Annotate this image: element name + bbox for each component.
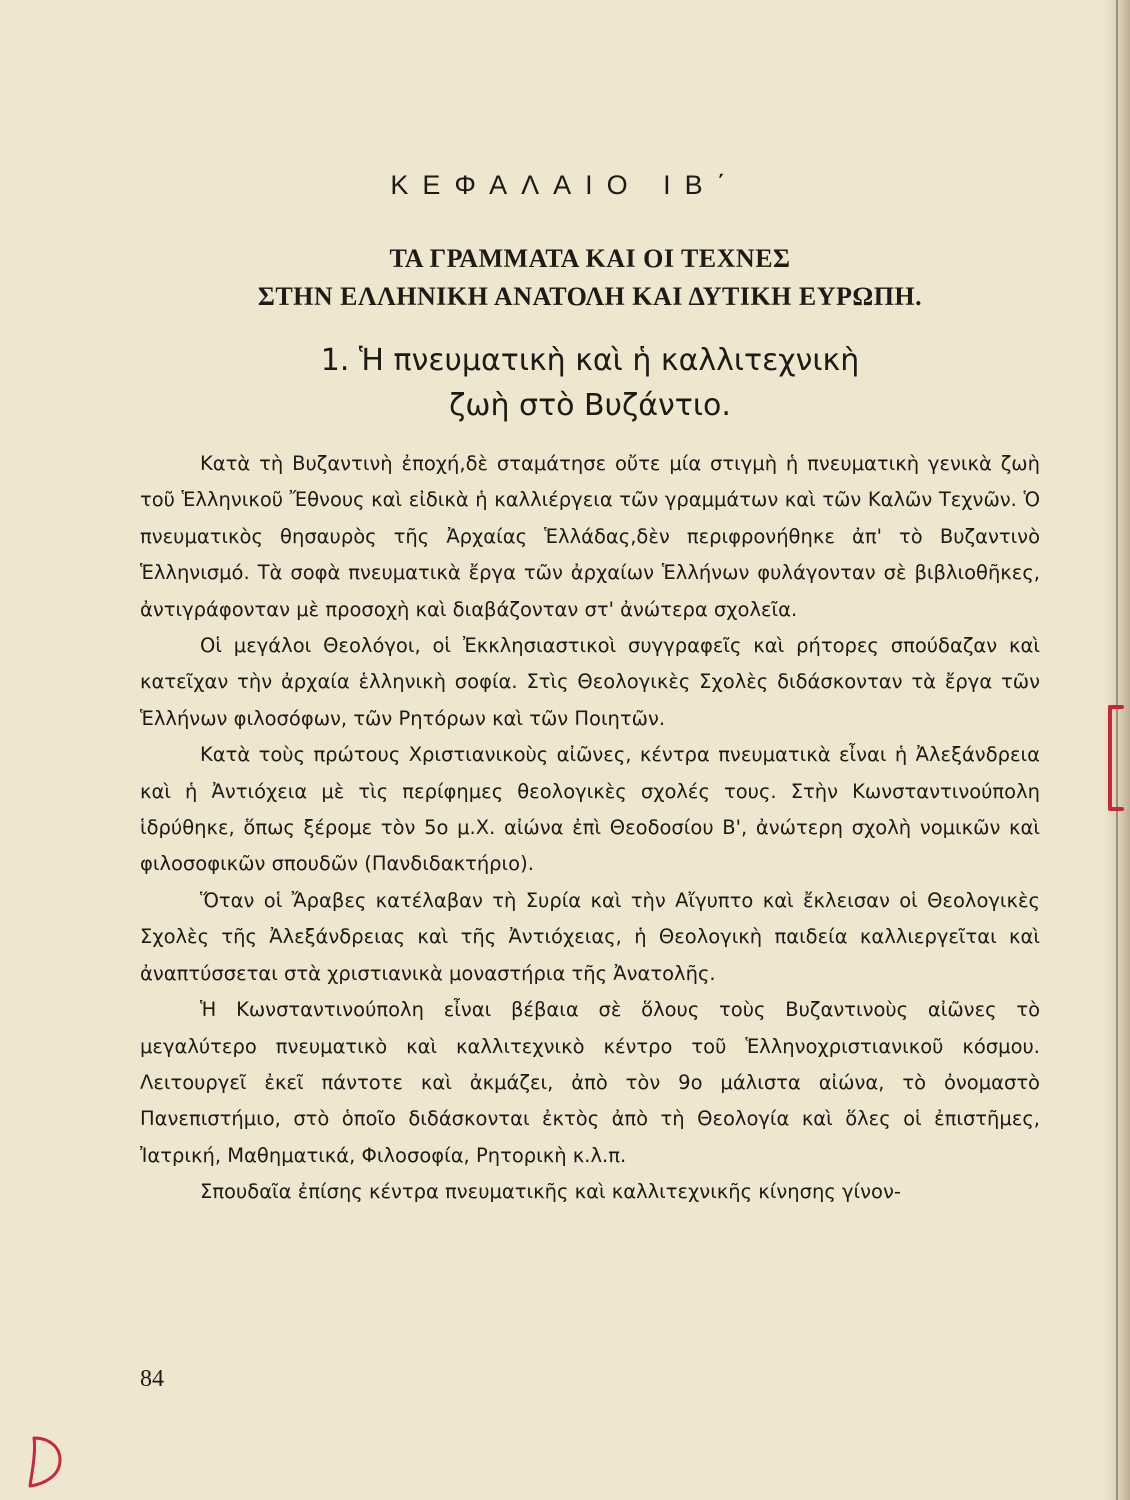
paragraph: Κατὰ τὴ Βυζαντινὴ ἐποχή,δὲ σταμάτησε οὔτε μία στιγμὴ ἡ πνευματικὴ γενικὰ ζωὴ τοῦ Ἑλληνικοῦ Ἔθνους καὶ εἰδικὰ ἡ καλλιέργεια τῶν γραμμάτων καὶ τῶν Καλῶν Τεχνῶν. Ὁ πνευματικὸς θησαυρὸς τῆς Ἀρχαίας Ἑλλάδας,δὲν περιφρονήθηκε ἀπ' τὸ Βυζαντινὸ Ἑλληνισμό. Τὰ σοφὰ πνευματικὰ ἔργα τῶν ἀρχαίων Ἑλλήνων φυλάγονταν σὲ βιβλιοθῆκες, ἀντιγράφονταν μὲ προσοχὴ καὶ διαβάζονταν στ' ἀνώτερα σχολεῖα. [140,452,1040,621]
paragraph: Ἡ Κωνσταντινούπολη εἶναι βέβαια σὲ ὅλους τοὺς Βυζαντινοὺς αἰῶνες τὸ μεγαλύτερο πνευματικὸ καὶ καλλιτεχνικὸ κέντρο τοῦ Ἑλληνοχριστιανικοῦ κόσμου. Λειτουργεῖ ἐκεῖ πάντοτε καὶ ἀκμάζει, ἀπὸ τὸν 9ο μάλιστα αἰώνα, τὸ ὀνομαστὸ Πανεπιστήμιο, στὸ ὁποῖο διδάσκονται ἐκτὸς ἀπὸ τὴ Θεολογία καὶ ὅλες οἱ ἐπιστῆμες, Ἰατρική, Μαθηματικά, Φιλοσοφία, Ρητορικὴ κ.λ.π. [140,998,1040,1167]
paragraph: Ὅταν οἱ Ἄραβες κατέλαβαν τὴ Συρία καὶ τὴν Αἴγυπτο καὶ ἔκλεισαν οἱ Θεολογικὲς Σχολὲς τῆς Ἀλεξάνδρειας καὶ τῆς Ἀντιόχειας, ἡ Θεολογικὴ παιδεία καλλιεργεῖται καὶ ἀναπτύσσεται στὰ χριστιανικὰ μοναστήρια τῆς Ἀνατολῆς. [140,888,1040,985]
chapter-title-line-2: ΣΤΗΝ ΕΛΛΗΝΙΚΗ ΑΝΑΤΟΛΗ ΚΑΙ ΔΥΤΙΚΗ ΕΥΡΩΠΗ. [257,282,923,311]
paragraph: Κατὰ τοὺς πρώτους Χριστιανικοὺς αἰῶνες, κέντρα πνευματικὰ εἶναι ἡ Ἀλεξάνδρεια καὶ ἡ Ἀντιόχεια μὲ τὶς περίφημες θεολογικὲς σχολές τους. Στὴν Κωνσταντινούπολη ἱδρύθηκε, ὅπως ξέρομε τὸν 5ο μ.Χ. αἰώνα ἐπὶ Θεοδοσίου Β', ἀνώτερη σχολὴ νομικῶν καὶ φιλοσοφικῶν σπουδῶν (Πανδιδακτήριο). [140,743,1040,876]
paragraph: Οἱ μεγάλοι Θεολόγοι, οἱ Ἐκκλησιαστικοὶ συγγραφεῖς καὶ ρήτορες σπούδαζαν καὶ κατεῖχαν τὴν ἀρχαία ἑλληνικὴ σοφία. Στὶς Θεολογικὲς Σχολὲς διδάσκονταν τὰ ἔργα τῶν Ἑλλήνων φιλοσόφων, τῶν Ρητόρων καὶ τῶν Ποιητῶν. [140,634,1040,730]
page-number: 84 [140,1366,164,1392]
body-text [140,446,1040,1211]
chapter-label: ΚΕΦΑΛΑΙΟ ΙΒ΄ [390,170,740,200]
section-heading-line-1: 1. Ἡ πνευματικὴ καὶ ἡ καλλιτεχνικὴ [320,343,860,378]
chapter-title [0,240,1130,316]
red-pencil-d-mark-icon [22,1432,68,1490]
chapter-title-line-1: ΤΑ ΓΡΑΜΜΑΤΑ ΚΑΙ ΟΙ ΤΕΧΝΕΣ [389,244,791,273]
paragraph: Σπουδαῖα ἐπίσης κέντρα πνευματικῆς καὶ καλλιτεχνικῆς κίνησης γίνον- [200,1180,901,1204]
red-bracket-mark-icon [1104,703,1124,813]
section-heading-line-2: ζωὴ στὸ Βυζάντιο. [449,388,731,423]
section-heading [0,338,1130,428]
